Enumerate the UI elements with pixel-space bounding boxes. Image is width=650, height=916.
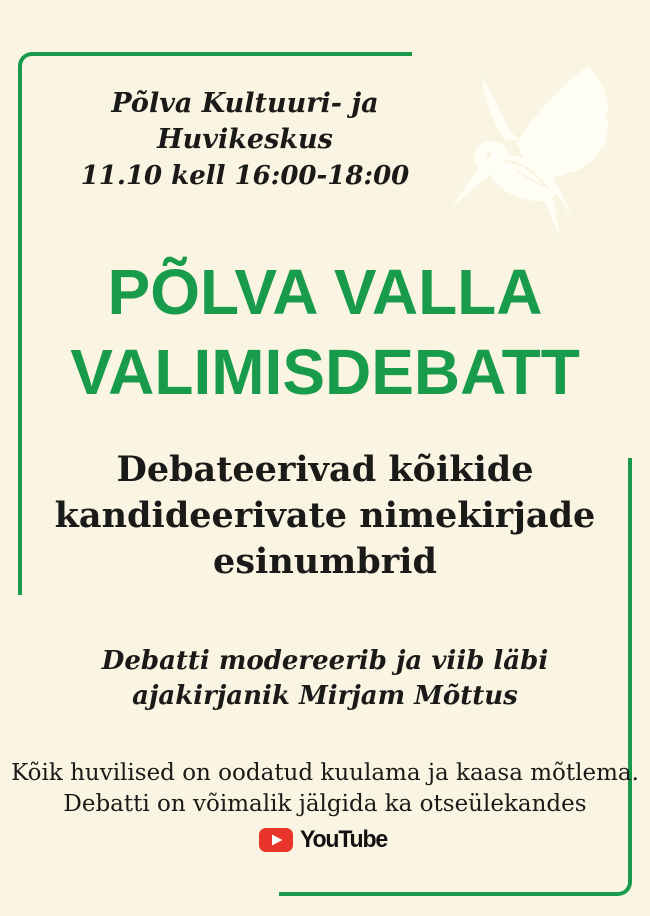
title-line-1: PÕLVA VALLA <box>107 256 543 328</box>
subtitle-line-2: kandideerivate nimekirjade <box>54 495 596 536</box>
subtitle-line-1: Debateerivad kõikide <box>116 449 534 490</box>
audience-info <box>0 758 650 820</box>
moderator-line-1: Debatti modereerib ja viib läbi <box>101 646 549 676</box>
poster-subtitle <box>0 447 650 585</box>
title-line-2: VALIMISDEBATT <box>70 336 580 408</box>
poster-title <box>0 252 650 412</box>
subtitle-line-3: esinumbrid <box>213 541 437 582</box>
moderator-line-2: ajakirjanik Mirjam Mõttus <box>132 681 518 711</box>
youtube-logo <box>0 826 650 854</box>
event-datetime: 11.10 kell 16:00-18:00 <box>80 161 410 191</box>
moderator-note <box>0 644 650 714</box>
info-line-2: Debatti on võimalik jälgida ka otseülekandes <box>63 791 587 817</box>
hummingbird-icon <box>448 64 640 238</box>
info-line-1: Kõik huvilised on oodatud kuulama ja kaasa mõtlema. <box>11 760 639 786</box>
youtube-play-icon <box>259 828 293 852</box>
venue-name: Põlva Kultuuri- ja Huvikeskus <box>111 88 379 155</box>
youtube-wordmark: YouTube <box>300 826 388 853</box>
header-block <box>25 86 465 194</box>
